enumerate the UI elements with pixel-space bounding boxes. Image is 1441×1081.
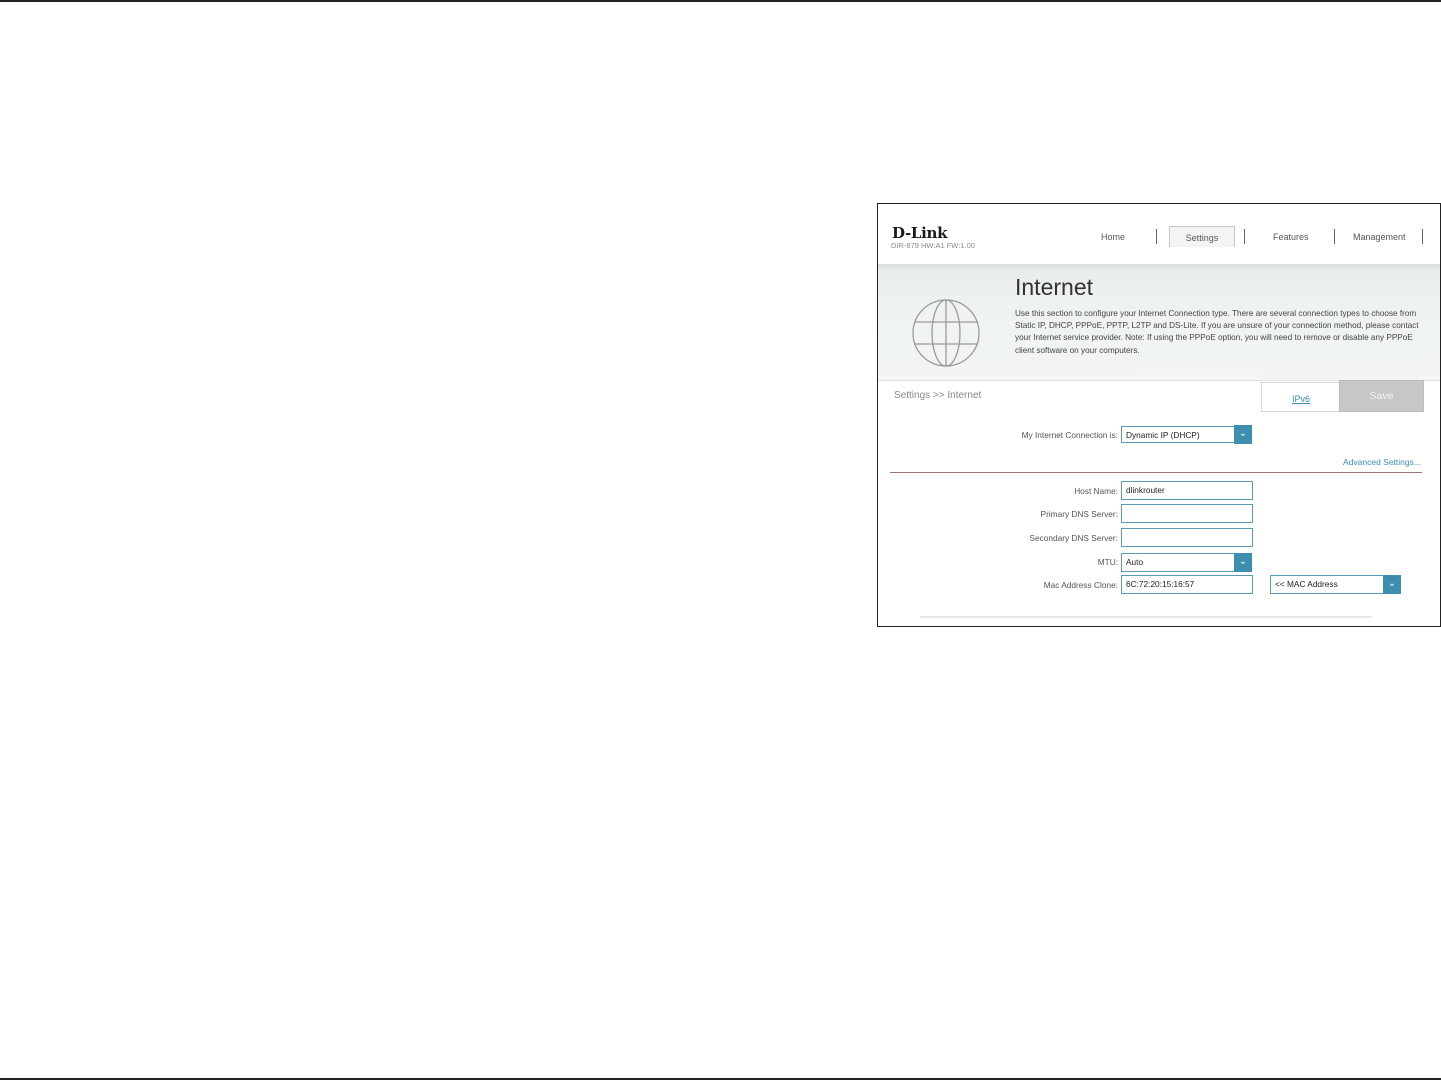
- nav-separator: [1422, 229, 1423, 244]
- header: [878, 204, 1440, 264]
- model-info: DIR-879 HW:A1 FW:1.00: [891, 241, 975, 250]
- connection-type-label: My Internet Connection is:: [1021, 430, 1118, 440]
- chevron-down-icon[interactable]: ⌄: [1383, 575, 1401, 594]
- globe-icon: [911, 298, 981, 368]
- advanced-settings-link[interactable]: Advanced Settings...: [1343, 457, 1421, 467]
- page-top-rule: [0, 0, 1441, 2]
- page-title: Internet: [1015, 274, 1093, 300]
- mtu-select[interactable]: Auto: [1121, 553, 1235, 572]
- connection-type-select[interactable]: Dynamic IP (DHCP): [1121, 426, 1235, 443]
- mac-address-select[interactable]: << MAC Address: [1270, 575, 1384, 594]
- breadcrumb: Settings >> Internet: [894, 390, 982, 401]
- section-divider: [890, 472, 1422, 473]
- router-settings-screenshot: [877, 203, 1441, 627]
- nav-home[interactable]: Home: [1101, 232, 1126, 242]
- primary-dns-label: Primary DNS Server:: [1040, 509, 1118, 519]
- chevron-down-icon[interactable]: ⌄: [1234, 425, 1252, 444]
- mac-address-field[interactable]: 6C:72:20:15:16:57: [1121, 575, 1253, 594]
- secondary-dns-label: Secondary DNS Server:: [1029, 533, 1118, 543]
- primary-dns-field[interactable]: [1121, 504, 1253, 523]
- secondary-dns-field[interactable]: [1121, 528, 1253, 547]
- mtu-label: MTU:: [1097, 557, 1118, 567]
- dlink-logo: D-Link: [892, 224, 948, 242]
- nav-management[interactable]: Management: [1353, 232, 1406, 242]
- nav-separator: [1334, 229, 1335, 244]
- host-name-label: Host Name:: [1074, 486, 1118, 496]
- nav-features[interactable]: Features: [1273, 232, 1309, 242]
- section-divider: [920, 616, 1372, 618]
- nav-separator: [1244, 229, 1245, 244]
- nav-separator: [1156, 229, 1157, 244]
- mac-clone-label: Mac Address Clone:: [1043, 580, 1118, 590]
- host-name-field[interactable]: dlinkrouter: [1121, 481, 1253, 500]
- nav-settings[interactable]: Settings: [1169, 226, 1235, 247]
- page-bottom-rule: [0, 1078, 1441, 1080]
- save-button[interactable]: Save: [1339, 380, 1424, 412]
- chevron-down-icon[interactable]: ⌄: [1234, 553, 1252, 572]
- ipv6-link[interactable]: IPv6: [1261, 382, 1341, 412]
- page-description: Use this section to configure your Internet Connection type. There are several connection types to choose from Static IP, DHCP, PPPoE, PPTP, L2TP and DS-Lite. If you are unsure of your connection method, please contact your Internet service provider. Note: If using the PPPoE option, you will need to remove or disable any PPPoE client software on your computers.: [1015, 309, 1419, 355]
